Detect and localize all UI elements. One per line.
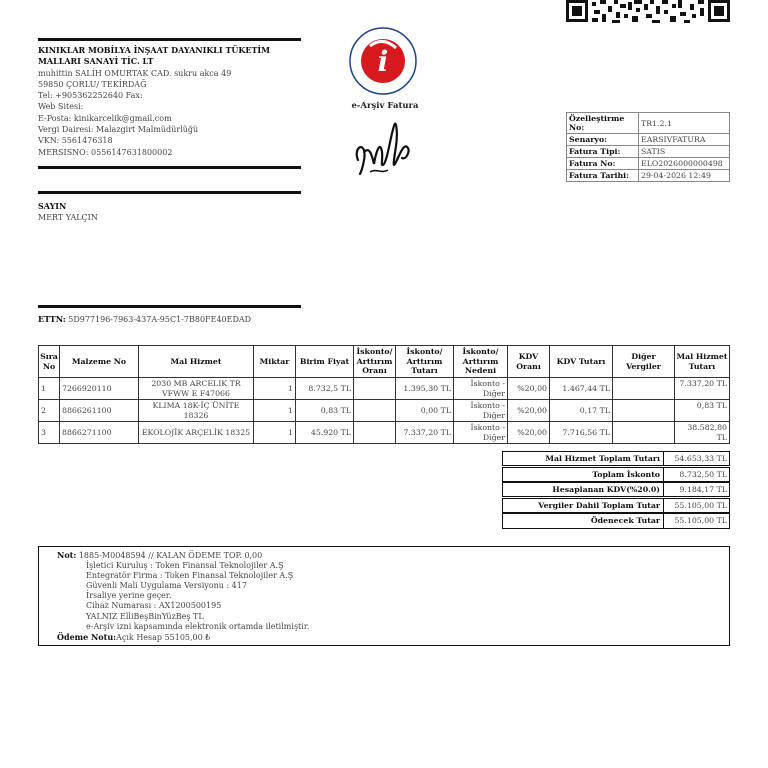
notes-box xyxy=(38,546,730,646)
buyer-name: MERT YALÇIN xyxy=(38,213,98,222)
seller-email: E-Posta: kinikarcelik@gmail.com xyxy=(38,113,172,123)
item-discount-amount: 0,00 TL xyxy=(396,400,454,422)
meta-key: Fatura No: xyxy=(567,158,639,170)
ettn-label: ETTN: xyxy=(38,314,66,324)
item-code: 7266920110 xyxy=(60,378,139,400)
seller-tax-office: Vergi Dairesi: Malazgirt Malmüdürlüğü xyxy=(38,125,199,135)
seller-phone: Tel: +905362252640 Fax: xyxy=(38,91,143,101)
note-line: e-Arşiv izni kapsamında elektronik ortamda iletilmiştir. xyxy=(86,621,310,631)
item-discount-rate xyxy=(354,422,396,444)
table-row xyxy=(39,422,730,444)
item-unit-price: 45.920 TL xyxy=(296,422,354,444)
item-unit-price: 8.732,5 TL xyxy=(296,378,354,400)
seller-website: Web Sitesi: xyxy=(38,102,84,112)
totals-value: 8.732,50 TL xyxy=(663,467,730,482)
totals-value: 9.184,17 TL xyxy=(663,482,730,497)
meta-row xyxy=(567,146,730,158)
item-discount-rate xyxy=(354,378,396,400)
totals-label: Vergiler Dahil Toplam Tutar xyxy=(502,498,663,513)
column-header: Malzeme No xyxy=(60,346,139,378)
item-discount-rate xyxy=(354,400,396,422)
buyer-info xyxy=(38,200,98,224)
meta-row xyxy=(567,158,730,170)
item-description: KLIMA 18K-İÇ ÜNİTE 18326 xyxy=(139,400,254,422)
item-other-taxes xyxy=(613,378,675,400)
header-divider-bottom xyxy=(38,166,301,169)
buyer-divider-top xyxy=(38,191,301,194)
table-row xyxy=(39,400,730,422)
item-total: 0,83 TL xyxy=(675,400,730,422)
meta-value: SATIS xyxy=(639,146,730,158)
column-header: Birim Fiyat xyxy=(296,346,354,378)
note-line: Güvenli Mali Uygulama Versiyonu : 417 xyxy=(86,581,247,591)
note-line: İrsaliye yerine geçer. xyxy=(86,591,172,601)
meta-key: Fatura Tipi: xyxy=(567,146,639,158)
notes-label: Not: xyxy=(57,550,77,560)
column-header: İskonto/ Arttırım Nedeni xyxy=(454,346,508,378)
column-header: Mal Hizmet Tutarı xyxy=(675,346,730,378)
meta-value: ELO2026000000498 xyxy=(639,158,730,170)
meta-value: EARSIVFATURA xyxy=(639,134,730,146)
qr-code xyxy=(566,0,730,24)
column-header: Miktar xyxy=(254,346,296,378)
seller-address1: muhittin SALİH OMURTAK CAD. sukru akca 49 xyxy=(38,68,232,78)
item-discount-amount: 1.395,30 TL xyxy=(396,378,454,400)
item-discount-reason: İskonto - Diğer xyxy=(454,422,508,444)
meta-row xyxy=(567,134,730,146)
seller-name-line2: MALLARI SANAYİ TİC. LT xyxy=(38,56,154,67)
totals-value: 54.653,33 TL xyxy=(663,451,730,466)
totals-row xyxy=(502,513,730,528)
item-discount-reason: İskonto - Diğer xyxy=(454,400,508,422)
item-description: 2030 MB ARCELIK TR VFWW E F47066 xyxy=(139,378,254,400)
notes-first-line: 1885-M0048594 // KALAN ÖDEME TOP. 0,00 xyxy=(78,551,263,560)
note-line: Cihaz Numarası : AX1200500195 xyxy=(86,601,222,611)
column-header: KDV Tutarı xyxy=(550,346,613,378)
seller-name-line1: KINIKLAR MOBİLYA İNŞAAT DAYANIKLI TÜKETİM xyxy=(38,45,270,55)
ettn-value: 5D977196-7963-437A-95C1-7B80FE40EDAD xyxy=(68,315,252,324)
gib-logo-icon xyxy=(348,26,418,96)
item-vat-amount: 7.716,56 TL xyxy=(550,422,613,444)
totals-label: Mal Hizmet Toplam Tutarı xyxy=(502,451,663,466)
column-header: İskonto/ Arttırım Tutarı xyxy=(396,346,454,378)
item-no: 2 xyxy=(39,400,60,422)
table-row xyxy=(39,378,730,400)
totals-label: Ödenecek Tutar xyxy=(502,513,663,528)
column-header: Sıra No xyxy=(39,346,60,378)
column-header: Diğer Vergiler xyxy=(613,346,675,378)
meta-value: 29-04-2026 12:49 xyxy=(639,170,730,182)
item-vat-amount: 1.467,44 TL xyxy=(550,378,613,400)
item-quantity: 1 xyxy=(254,378,296,400)
meta-key: Fatura Tarihi: xyxy=(567,170,639,182)
items-table xyxy=(38,345,730,444)
item-other-taxes xyxy=(613,400,675,422)
item-vat-amount: 0,17 TL xyxy=(550,400,613,422)
column-header: Mal Hizmet xyxy=(139,346,254,378)
note-line: İşletici Kuruluş : Token Finansal Teknolojiler A.Ş xyxy=(86,561,284,571)
signature-image xyxy=(350,112,416,184)
totals-row xyxy=(502,482,730,497)
totals-table xyxy=(502,451,730,529)
item-description: EKOLOJİK ARÇELİK 18325 xyxy=(139,422,254,444)
svg-text:i: i xyxy=(377,45,389,78)
column-header: KDV Oranı xyxy=(508,346,550,378)
totals-row xyxy=(502,467,730,482)
item-quantity: 1 xyxy=(254,400,296,422)
buyer-divider-bottom xyxy=(38,305,301,308)
seller-info xyxy=(38,45,300,158)
meta-key: Senaryo: xyxy=(567,134,639,146)
totals-value: 55.105,00 TL xyxy=(663,513,730,528)
buyer-label: SAYIN xyxy=(38,201,67,211)
totals-row xyxy=(502,451,730,466)
seller-vkn: VKN: 5561476318 xyxy=(38,136,113,146)
item-discount-amount: 7.337,20 TL xyxy=(396,422,454,444)
seller-mersis: MERSISNO: 0556147631800002 xyxy=(38,147,173,157)
meta-row xyxy=(567,113,730,134)
meta-key: Özelleştirme No: xyxy=(567,113,639,134)
totals-row xyxy=(502,498,730,513)
item-vat-rate: %20,00 xyxy=(508,400,550,422)
payment-note-value: Açık Hesap 55105,00 ₺ xyxy=(116,632,211,642)
seller-address2: 59850 ÇORLU/ TEKİRDAĞ xyxy=(38,79,147,89)
header-divider-top xyxy=(38,38,301,41)
meta-row xyxy=(567,170,730,182)
item-code: 8866271100 xyxy=(60,422,139,444)
item-unit-price: 0,83 TL xyxy=(296,400,354,422)
meta-value: TR1.2.1 xyxy=(639,113,730,134)
totals-value: 55.105,00 TL xyxy=(663,498,730,513)
note-line: YALNIZ ElliBeşBinYüzBeş TL xyxy=(86,611,204,621)
item-discount-reason: İskonto - Diğer xyxy=(454,378,508,400)
invoice-meta-table xyxy=(566,112,730,182)
document-title: e-Arşiv Fatura xyxy=(351,101,419,111)
totals-label: Hesaplanan KDV(%20.0) xyxy=(502,482,663,497)
item-other-taxes xyxy=(613,422,675,444)
column-header: İskonto/ Arttırım Oranı xyxy=(354,346,396,378)
item-no: 1 xyxy=(39,378,60,400)
totals-label: Toplam İskonto xyxy=(502,467,663,482)
item-total: 7.337,20 TL xyxy=(675,378,730,400)
payment-note-label: Ödeme Notu: xyxy=(57,631,117,642)
item-code: 8866261100 xyxy=(60,400,139,422)
item-total: 38.582,80 TL xyxy=(675,422,730,444)
item-vat-rate: %20,00 xyxy=(508,422,550,444)
item-no: 3 xyxy=(39,422,60,444)
note-line: Entegratör Firma : Token Finansal Teknolojiler A.Ş xyxy=(86,571,294,581)
item-quantity: 1 xyxy=(254,422,296,444)
item-vat-rate: %20,00 xyxy=(508,378,550,400)
ettn xyxy=(38,314,251,324)
